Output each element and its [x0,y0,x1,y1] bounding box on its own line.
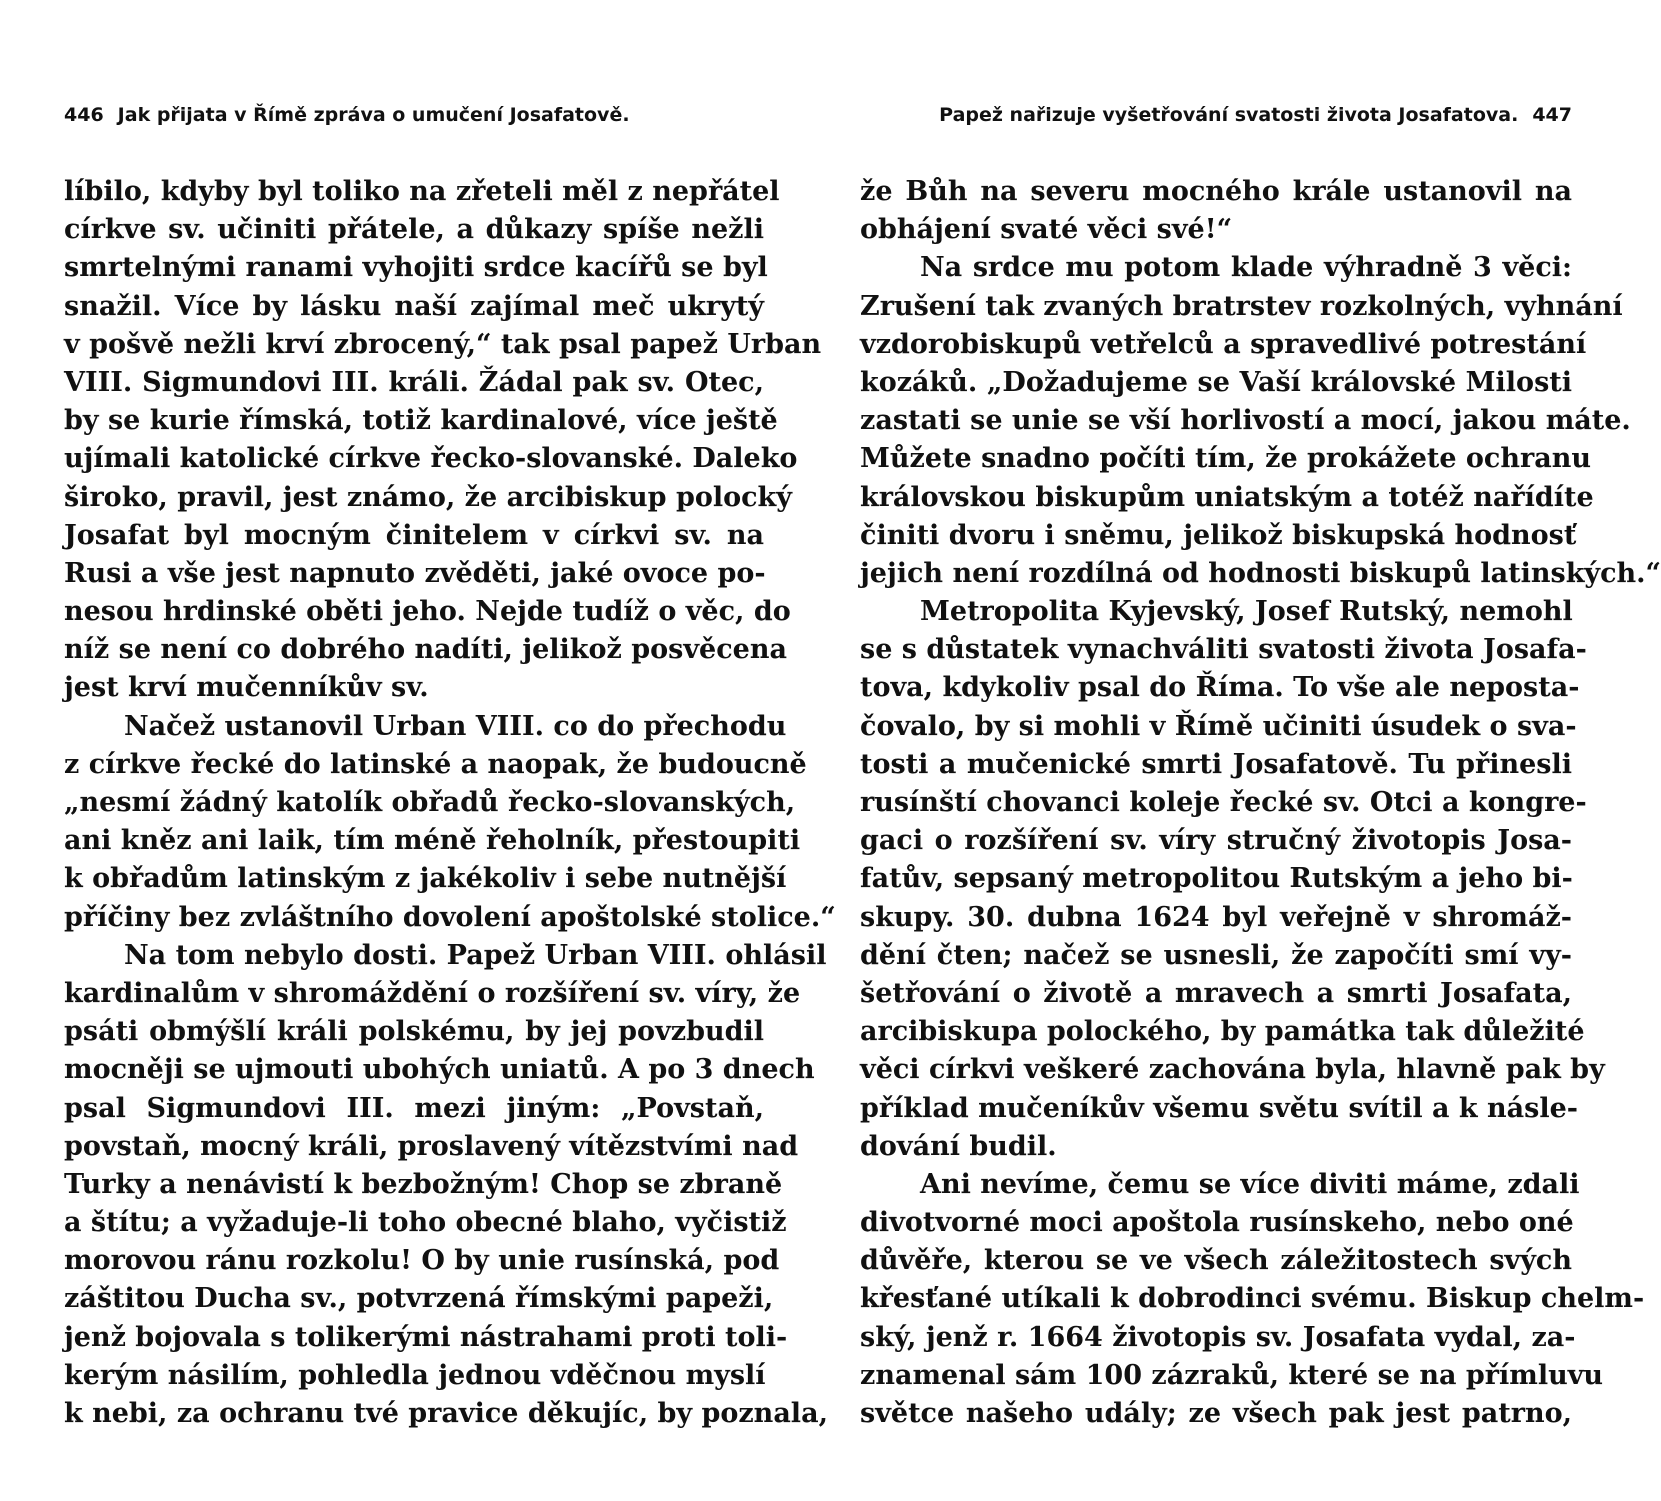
text-line: tosti a mučenické smrti Josafatově. Tu přinesli [860,748,1572,780]
text-line: skupy. 30. dubna 1624 byl veřejně v shromáž- [860,901,1572,933]
text-line: morovou ránu rozkolu! O by unie rusínská, pod [64,1245,780,1277]
text-line: ani kněz ani laik, tím méně řeholník, přestoupiti [64,825,801,857]
text-line: Josafat byl mocným činitelem v církvi sv. na [64,519,764,551]
text-line: nesou hrdinské oběti jeho. Nejde tudíž o věc, do [64,596,791,628]
text-line: jenž bojovala s tolikerými nástrahami proti toli- [64,1321,788,1353]
text-line: rusínští chovanci koleje řecké sv. Otci a kongre- [860,787,1587,818]
text-line: Zrušení tak zvaných bratrstev rozkolných, vyhnání [860,290,1623,322]
right-running-head [860,104,1572,126]
text-line: záštitou Ducha sv., potvrzená římskými papeži, [64,1283,774,1315]
text-line: široko, pravil, jest známo, že arcibiskup polocký [64,481,792,513]
right-page-number: 447 [1532,104,1572,126]
text-line: k nebi, za ochranu tvé pravice děkujíc, by poznala, [64,1398,828,1429]
text-line: „nesmí žádný katolík obřadů řecko-slovanských, [64,787,796,818]
text-line: kerým násilím, pohledla jednou vděčnou myslí [64,1359,766,1391]
text-line: divotvorné moci apoštola rusínskeho, nebo oné [860,1207,1574,1239]
text-line: činiti dvoru i sněmu, jelikož biskupská hodnosť [860,519,1577,551]
text-line: psáti obmýšlí králi polskému, by jej povzbudil [64,1016,764,1048]
text-line: Rusi a vše jest napnuto zvěděti, jaké ovoce po- [64,557,766,589]
text-line: dění čten; načež se usnesli, že započíti smí vy- [860,939,1572,971]
text-line: níž se není co dobrého nadíti, jelikož posvěcena [64,634,787,666]
text-line: z církve řecké do latinské a naopak, že budoucně [64,748,807,780]
text-line: kozáků. „Dožadujeme se Vaší královské Milosti [860,366,1572,398]
text-line: dování budil. [860,1130,1057,1162]
text-line: obhájení svaté věci své!“ [860,214,1233,246]
right-page-text [860,173,1661,1433]
left-page [64,0,836,1501]
text-line: Metropolita Kyjevský, Josef Rutský, nemohl [920,596,1573,628]
text-line: ský, jenž r. 1664 životopis sv. Josafata vydal, za- [860,1321,1576,1353]
text-line: příklad mučeníkův všemu světu svítil a k násle- [860,1092,1578,1124]
text-line: by se kurie římská, totiž kardinalové, více ještě [64,405,778,437]
text-line: gaci o rozšíření sv. víry stručný životopis Josa- [860,825,1572,857]
text-line: k obřadům latinským z jakékoliv i sebe nutnější [64,863,787,895]
text-line: se s důstatek vynachváliti svatosti života Josafa- [860,634,1587,666]
text-line: ujímali katolické církve řecko-slovanské. Daleko [64,443,798,475]
right-page [860,0,1661,1501]
text-line: psal Sigmundovi III. mezi jiným: „Povstaň, [64,1092,764,1124]
text-line: znamenal sám 100 zázraků, které se na přímluvu [860,1359,1604,1391]
text-line: tova, kdykoliv psal do Říma. To vše ale neposta- [860,672,1580,704]
text-line: vzdorobiskupů vetřelců a spravedlivé potrestání [860,328,1587,360]
text-line: církve sv. učiniti přátele, a důkazy spíše nežli [64,214,764,246]
text-line: světce našeho udály; ze všech pak jest patrno, [860,1398,1572,1429]
text-line: zastati se unie se vší horlivostí a mocí, jakou máte. [860,405,1631,437]
text-line: líbilo, kdyby byl toliko na zřeteli měl z nepřátel [64,176,780,207]
text-line: Na srdce mu potom klade výhradně 3 věci: [920,252,1572,284]
left-page-number: 446 [64,104,104,126]
text-line: VIII. Sigmundovi III. králi. Žádal pak sv. Otec, [64,366,764,398]
left-running-head [64,104,764,126]
text-line: a štítu; a vyžaduje-li toho obecné blaho, vyčistiž [64,1207,787,1239]
text-line: Můžete snadno počíti tím, že prokážete ochranu [860,443,1591,475]
text-line: věci církvi veškeré zachována byla, hlavně pak by [860,1054,1605,1086]
left-page-text [64,173,836,1433]
text-line: příčiny bez zvláštního dovolení apoštolské stolice.“ [64,901,836,933]
text-line: fatův, sepsaný metropolitou Rutským a jeho bi- [860,863,1573,895]
text-line: v pošvě nežli krví zbrocený,“ tak psal papež Urban [64,328,822,360]
text-line: snažil. Více by lásku naší zajímal meč ukrytý [64,290,764,322]
text-line: čovalo, by si mohli v Římě učiniti úsudek o sva- [860,710,1577,742]
text-line: arcibiskupa polockého, by památka tak důležité [860,1016,1585,1048]
text-line: důvěře, kterou se ve všech záležitostech svých [860,1245,1572,1277]
text-line: Načež ustanovil Urban VIII. co do přechodu [124,710,787,742]
text-line: královskou biskupům uniatským a totéž nařídíte [860,481,1594,513]
text-line: mocněji se ujmouti ubohých uniatů. A po 3 dnech [64,1054,815,1086]
right-running-head-title: Papež nařizuje vyšetřování svatosti života Josafatova. [939,104,1519,126]
text-line: Ani nevíme, čemu se více diviti máme, zdali [920,1168,1580,1200]
text-line: povstaň, mocný králi, proslavený vítězstvími nad [64,1130,799,1162]
text-line: kardinalům v shromáždění o rozšíření sv. víry, že [64,977,801,1009]
text-line: jest krví mučenníkův sv. [64,672,429,704]
text-line: křesťané utíkali k dobrodinci svému. Biskup chelm- [860,1283,1645,1315]
text-line: šetřování o životě a mravech a smrti Josafata, [860,977,1572,1009]
text-line: Turky a nenávistí k bezbožným! Chop se zbraně [64,1168,783,1200]
text-line: jejich není rozdílná od hodnosti biskupů latinských.“ [860,557,1661,589]
text-line: smrtelnými ranami vyhojiti srdce kacířů se byl [64,252,768,284]
text-line: Na tom nebylo dosti. Papež Urban VIII. ohlásil [124,939,827,971]
left-running-head-title: Jak přijata v Římě zpráva o umučení Josafatově. [117,104,630,126]
text-line: že Bůh na severu mocného krále ustanovil na [860,176,1572,207]
